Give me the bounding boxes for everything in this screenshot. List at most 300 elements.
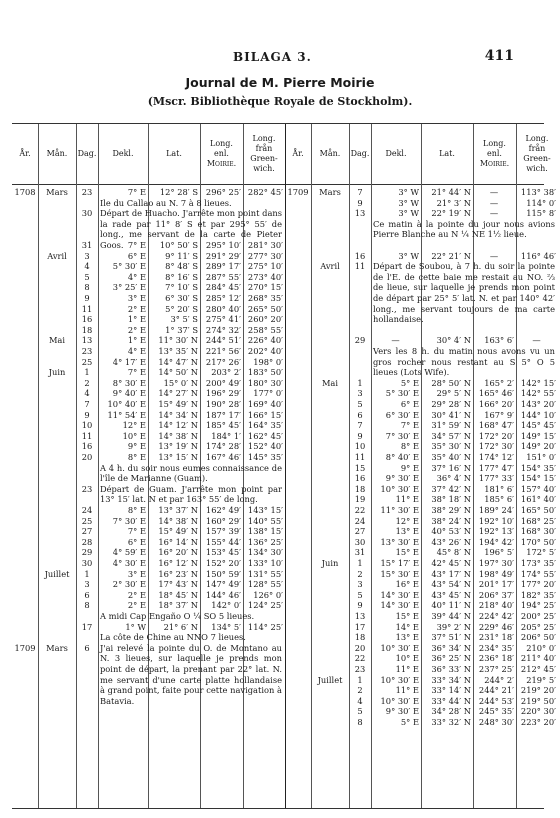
table-row	[285, 420, 558, 431]
table-row	[12, 558, 285, 569]
cell-lat: 34° 57′ N	[431, 430, 471, 441]
table-row	[12, 240, 285, 251]
table-row	[285, 399, 558, 410]
cell-le: 147° 49′	[205, 579, 241, 590]
cell-lg: 143° 20′	[520, 399, 556, 409]
cell-le: 157° 39′	[205, 526, 241, 537]
cell-lat: 14° 50′ N	[158, 367, 198, 378]
column-header-text: Lat.	[439, 149, 455, 158]
cell-le: 234° 35′	[478, 642, 514, 653]
cell-dag: 29	[354, 335, 366, 346]
cell-lg: 152° 40′	[247, 441, 283, 452]
cell-dekl: 8° E	[400, 441, 419, 452]
cell-note: J'ai relevé la pointe du O. de Montano au N. 3 lieues, sur laquelle je prends mon point de départ, la prenant par 22° lat. N. me servant d'une carte platte hollandaise à grand point, faite pour cette navigation à Batavia.	[100, 642, 282, 706]
column-header-dekl	[371, 124, 421, 184]
table-row	[12, 388, 285, 399]
cell-dekl: 6° E	[127, 250, 146, 261]
table-row	[12, 325, 285, 336]
cell-dekl: 7° E	[400, 420, 419, 431]
cell-dekl: 16° E	[395, 579, 419, 590]
cell-lg: 219° 50′	[520, 695, 556, 706]
cell-le: 168° 47′	[478, 420, 514, 431]
cell-dekl: 5° 30′ E	[112, 261, 146, 272]
cell-lat: 14° 47′ N	[158, 356, 198, 367]
cell-le: 200° 49′	[205, 377, 241, 388]
cell-lat: 37° 51′ N	[431, 632, 471, 643]
cell-dag: 22	[354, 505, 366, 515]
cell-lat: 39° 2′ N	[436, 621, 471, 632]
cell-le: 291° 29′	[205, 250, 241, 261]
table-row	[12, 187, 285, 198]
cell-ar: 1708	[14, 187, 36, 197]
cell-dag: 18	[81, 324, 93, 335]
table-row	[285, 664, 558, 675]
cell-lg: 151° 0′	[526, 452, 556, 462]
cell-man: Avril	[47, 250, 67, 261]
cell-lg: 154° 35′	[520, 462, 556, 473]
cell-lat: 45° 8′ N	[436, 547, 471, 558]
cell-dekl: 2° E	[127, 600, 146, 611]
cell-dekl: 5° E	[400, 717, 419, 727]
table-row	[12, 410, 285, 421]
cell-dag: 7	[357, 420, 363, 431]
cell-man: Mars	[46, 642, 68, 653]
cell-le: 296° 25′	[205, 187, 241, 197]
cell-dekl: 8° 40′ E	[385, 452, 419, 462]
cell-lat: 13° 15′ N	[158, 452, 198, 462]
cell-dekl: 15° E	[395, 611, 419, 621]
cell-lat: 16° 14′ N	[158, 536, 198, 547]
column-header-text: Long.	[525, 134, 549, 143]
cell-lg: 131° 55′	[247, 568, 283, 579]
cell-dag: 30	[81, 208, 93, 219]
column-header-lg	[516, 124, 558, 184]
cell-lg: 200° 25′	[520, 611, 556, 621]
cell-le: 244° 2′	[484, 674, 514, 685]
cell-dag: 18	[354, 632, 366, 643]
cell-lg: 260° 20′	[247, 314, 283, 325]
cell-dekl: 7° 30′ E	[385, 430, 419, 441]
cell-dag: 1	[357, 377, 363, 388]
table-row	[285, 463, 558, 474]
cell-lat: 33° 32′ N	[431, 717, 471, 727]
table-row	[285, 208, 558, 219]
cell-dag: 23	[81, 187, 93, 197]
cell-lg: —	[532, 335, 541, 346]
column-header-text: Dekl.	[385, 149, 407, 158]
running-title: BILAGA 3.	[233, 50, 312, 64]
cell-dekl: 11° E	[395, 664, 419, 674]
table-row	[12, 590, 285, 601]
cell-lg: 219° 20′	[520, 685, 556, 696]
table-row	[285, 378, 558, 389]
cell-dekl: 2° 30′ E	[112, 579, 146, 590]
cell-dag: 5	[357, 399, 363, 409]
cell-lg: 281° 30′	[247, 240, 283, 250]
cell-le: 150° 59′	[205, 568, 241, 579]
cell-dekl: 10° 30′ E	[380, 674, 419, 685]
cell-lat: 5° 20′ S	[165, 303, 198, 314]
cell-lat: 3° 5′ S	[170, 314, 198, 325]
cell-lat: 14° 38′ N	[158, 515, 198, 526]
cell-man: Juin	[48, 367, 66, 378]
cell-dag: 9	[84, 293, 90, 303]
table-row	[12, 367, 285, 378]
cell-dekl: 7° 30′ E	[112, 515, 146, 526]
table-row	[285, 632, 558, 643]
cell-dag: 4	[357, 695, 363, 706]
cell-le: 203° 2′	[211, 367, 241, 378]
cell-dag: 24	[354, 515, 366, 526]
cell-lat: 39° 44′ N	[431, 611, 471, 621]
column-header-le	[200, 124, 243, 184]
cell-dag: 28	[81, 536, 93, 547]
cell-dekl: 2° E	[127, 303, 146, 314]
cell-lg: 174° 55′	[520, 568, 556, 579]
table-row	[285, 261, 558, 272]
cell-le: 284° 45′	[205, 282, 241, 293]
cell-dekl: 6° 30′ E	[385, 409, 419, 420]
cell-dag: 4	[84, 261, 90, 272]
cell-man: Mai	[48, 335, 66, 346]
cell-lat: 30° 4′ N	[436, 335, 471, 346]
cell-lat: 22° 19′ N	[431, 208, 471, 219]
cell-dekl: 2° E	[127, 589, 146, 600]
cell-lg: 165° 50′	[520, 505, 556, 515]
table-row	[12, 643, 285, 654]
cell-dag: 5	[357, 589, 363, 600]
table-row	[12, 282, 285, 293]
table-row	[285, 494, 558, 505]
table-row	[12, 569, 285, 580]
cell-le: 153° 45′	[205, 547, 241, 558]
cell-dag: 16	[354, 250, 366, 261]
cell-le: 187° 17′	[205, 409, 241, 420]
cell-dekl: 10° 40′ E	[107, 399, 146, 409]
table-row	[285, 219, 558, 230]
cell-le: —	[489, 197, 499, 208]
cell-dekl: 15° 17′ E	[380, 558, 419, 568]
cell-lat: 38° 18′ N	[431, 494, 471, 505]
cell-dekl: 9° 30′ E	[385, 706, 419, 717]
cell-dag: 11	[354, 261, 366, 272]
cell-note: Départ de Soubou, à 7 h. du soir la pointe de l'E. de cette baie me restait au NO. ⅔ de lieue, sur laquelle je prends mon point de départ par 25° 5′ lat. N. et par 140° 42′ long., me servant toujours de ma carte hollandaise.	[373, 261, 555, 325]
table-row	[12, 261, 285, 272]
cell-le: —	[489, 208, 499, 219]
cell-le: 167° 46′	[205, 452, 241, 462]
column-header-text: från	[255, 144, 273, 153]
cell-dag: 22	[354, 653, 366, 664]
page-subtitle: (Mscr. Bibliothèque Royale de Stockholm).	[147, 95, 413, 108]
cell-lg: 144° 10′	[520, 409, 556, 420]
cell-lat: 14° 12′ N	[158, 420, 198, 431]
cell-le: 185° 45′	[205, 420, 241, 431]
cell-le: 184° 1′	[211, 430, 241, 441]
column-header-dag	[349, 124, 371, 184]
cell-dekl: 3° W	[398, 187, 419, 197]
cell-le: 206° 37′	[478, 589, 514, 600]
table-row	[285, 717, 558, 728]
table-row	[12, 632, 285, 643]
cell-lg: 113° 38′	[520, 187, 556, 197]
cell-lg: 134° 30′	[247, 547, 283, 558]
cell-lg: 277° 30′	[247, 250, 283, 261]
cell-le: 185° 6′	[484, 494, 514, 505]
cell-lat: 9° 11′ S	[165, 250, 198, 261]
column-header-text: Mån.	[46, 149, 68, 158]
cell-lg: 138° 15′	[247, 526, 283, 537]
cell-le: 244° 51′	[205, 335, 241, 346]
cell-le: 144° 46′	[205, 589, 241, 600]
cell-lat: 29° 28′ N	[431, 399, 471, 409]
cell-dag: 13	[354, 611, 366, 621]
cell-dekl: 7° E	[127, 526, 146, 537]
cell-le: 177° 47′	[478, 462, 514, 473]
cell-note: Départ de Guam. J'arrête mon point par 13° 15′ lat. N et par 163° 55′ de long.	[100, 483, 282, 505]
cell-lg: 177° 20′	[520, 579, 556, 590]
cell-dag: 11	[354, 452, 366, 462]
cell-lg: 162° 45′	[247, 430, 283, 441]
cell-lg: 143° 15′	[247, 505, 283, 515]
column-header-text: från	[528, 144, 546, 153]
cell-lat: 11° 30′ N	[158, 335, 198, 346]
cell-dag: 25	[81, 515, 93, 526]
table-row	[12, 314, 285, 325]
cell-dekl: 11° 30′ E	[380, 505, 419, 515]
cell-dag: 1	[84, 367, 90, 378]
cell-man: Juin	[321, 558, 339, 568]
cell-lat: 15° 49′ N	[158, 526, 198, 537]
cell-lg: 282° 45′	[247, 187, 283, 197]
column-header-man	[38, 124, 76, 184]
cell-dekl: 13° E	[395, 632, 419, 643]
cell-dekl: 15° E	[395, 547, 419, 558]
table-row	[285, 579, 558, 590]
cell-le: 237° 25′	[478, 664, 514, 674]
cell-lg: 124° 25′	[247, 600, 283, 611]
table-row	[285, 441, 558, 452]
cell-le: 174° 28′	[205, 441, 241, 452]
table-row	[12, 399, 285, 410]
cell-dag: 8	[84, 282, 90, 293]
cell-le: 162° 49′	[205, 505, 241, 515]
table-row	[12, 622, 285, 633]
cell-lat: 40° 11′ N	[431, 600, 471, 611]
cell-lat: 36° 4′ N	[436, 473, 471, 484]
cell-dekl: 8° E	[127, 505, 146, 515]
cell-dag: 6	[84, 589, 90, 600]
cell-dag: 6	[357, 409, 363, 420]
cell-lat: 14° 27′ N	[158, 388, 198, 399]
cell-lg: 275° 10′	[247, 261, 283, 272]
cell-le: 280° 40′	[205, 303, 241, 314]
cell-le: 275° 41′	[205, 314, 241, 325]
cell-le: 231° 18′	[478, 632, 514, 643]
table-row	[285, 611, 558, 622]
cell-lg: 145° 45′	[520, 420, 556, 431]
cell-le: 244° 53′	[478, 695, 514, 706]
cell-lg: 219° 5′	[526, 674, 556, 685]
cell-le: 198° 49′	[478, 568, 514, 579]
column-header-text: År.	[19, 149, 31, 158]
cell-dag: 16	[81, 441, 93, 452]
column-header-text: enl.	[486, 149, 502, 158]
cell-lat: 33° 34′ N	[431, 674, 471, 685]
cell-man: Mars	[46, 187, 68, 197]
cell-le: 285° 12′	[205, 293, 241, 303]
cell-dekl: 9° E	[127, 441, 146, 452]
cell-dekl: 10° 30′ E	[380, 642, 419, 653]
table-row	[285, 335, 558, 346]
cell-lat: 38° 29′ N	[431, 505, 471, 515]
cell-lat: 13° 37′ N	[158, 505, 198, 515]
column-header-text: Lat.	[166, 149, 182, 158]
table-row	[285, 685, 558, 696]
cell-lg: 145° 35′	[247, 452, 283, 462]
column-header-lg	[243, 124, 285, 184]
cell-dag: 7	[84, 399, 90, 409]
cell-le: 165° 46′	[478, 388, 514, 399]
column-header-text: Dag.	[77, 149, 97, 158]
cell-lat: 6° 30′ S	[165, 293, 198, 303]
cell-lg: 265° 50′	[247, 303, 283, 314]
cell-dekl: 3° E	[127, 568, 146, 579]
cell-dag: 9	[357, 197, 363, 208]
cell-lat: 16° 23′ N	[158, 568, 198, 579]
cell-dag: 1	[357, 558, 363, 568]
cell-le: 295° 10′	[205, 240, 241, 250]
cell-dag: 29	[81, 547, 93, 558]
table-row	[12, 611, 285, 622]
cell-dekl: 10° E	[395, 653, 419, 664]
table-row	[285, 484, 558, 495]
cell-lg: 115° 8′	[526, 208, 556, 219]
cell-dag: 19	[354, 494, 366, 505]
journal-table	[12, 123, 556, 809]
cell-dag: 11	[81, 303, 93, 314]
cell-le: 217° 26′	[205, 356, 241, 367]
cell-lg: 211° 40′	[520, 653, 556, 664]
cell-dekl: 7° E	[127, 240, 146, 250]
table-row	[12, 600, 285, 611]
table-row	[12, 484, 285, 495]
cell-le: 152° 20′	[205, 558, 241, 568]
cell-dekl: 11° E	[395, 685, 419, 696]
table-row	[12, 293, 285, 304]
table-row	[285, 653, 558, 664]
cell-lat: 10° 50′ S	[159, 240, 198, 250]
cell-dag: 23	[354, 664, 366, 674]
column-header-le	[473, 124, 516, 184]
cell-lg: 194° 25′	[520, 600, 556, 611]
cell-lg: 270° 15′	[247, 282, 283, 293]
cell-lg: 157° 40′	[520, 483, 556, 494]
cell-dag: 10	[81, 420, 93, 431]
cell-dag: 4	[84, 388, 90, 399]
cell-dekl: 9° E	[400, 462, 419, 473]
table-row	[285, 516, 558, 527]
column-header-ar	[12, 124, 38, 184]
cell-le: 190° 28′	[205, 399, 241, 409]
cell-lat: 16° 12′ N	[158, 558, 198, 568]
cell-dag: 2	[84, 377, 90, 388]
cell-dag: 15	[354, 462, 366, 473]
cell-lat: 28° 50′ N	[431, 377, 471, 388]
cell-dekl: 12° E	[122, 420, 146, 431]
column-header-text: Green-	[250, 154, 278, 163]
cell-lg: 205° 25′	[520, 621, 556, 632]
cell-le: —	[489, 187, 499, 197]
cell-lg: 206° 50′	[520, 632, 556, 643]
cell-dekl: 10° 30′ E	[380, 483, 419, 494]
cell-dekl: 11° 54′ E	[107, 409, 146, 420]
cell-lat: 22° 21′ N	[431, 250, 471, 261]
cell-lat: 1° 37′ S	[165, 324, 198, 335]
cell-dekl: 2° E	[127, 324, 146, 335]
cell-lat: 43° 26′ N	[431, 536, 471, 547]
cell-lg: 268° 35′	[247, 293, 283, 303]
table-row	[12, 526, 285, 537]
cell-man: Juillet	[44, 568, 70, 579]
cell-lg: 172° 5′	[526, 547, 556, 558]
cell-lg: 169° 40′	[247, 399, 283, 409]
cell-lat: 7° 10′ S	[165, 282, 198, 293]
cell-lat: 43° 45′ N	[431, 589, 471, 600]
cell-lat: 16° 20′ N	[158, 547, 198, 558]
table-row	[285, 187, 558, 198]
column-header-text: Dekl.	[112, 149, 134, 158]
cell-dag: 30	[354, 536, 366, 547]
cell-dag: 6	[84, 642, 90, 653]
cell-dag: 13	[81, 335, 93, 346]
cell-dekl: 3° W	[398, 250, 419, 261]
cell-dekl: 5° 30′ E	[385, 388, 419, 399]
cell-lg: 210° 0′	[526, 642, 556, 653]
cell-dekl: 3° W	[398, 208, 419, 219]
cell-le: 177° 33′	[478, 473, 514, 484]
cell-lg: 114° 0′	[526, 197, 556, 208]
cell-le: 167° 9′	[484, 409, 514, 420]
cell-lg: 183° 50′	[247, 367, 283, 378]
cell-lg: 154° 15′	[520, 473, 556, 484]
column-header-text: Moirie.	[206, 159, 237, 168]
cell-lat: 34° 28′ N	[431, 706, 471, 717]
cell-lat: 36° 25′ N	[431, 653, 471, 664]
cell-lg: 126° 0′	[253, 589, 283, 600]
cell-lg: 170° 50′	[520, 536, 556, 547]
cell-lat: 29° 5′ N	[436, 388, 471, 399]
table-row	[12, 346, 285, 357]
cell-dekl: 3° W	[398, 197, 419, 208]
cell-lg: 128° 55′	[247, 579, 283, 590]
table-row	[285, 526, 558, 537]
cell-dekl: 5° E	[400, 377, 419, 388]
cell-le: 134° 5′	[211, 621, 241, 632]
cell-dag: 23	[81, 346, 93, 356]
cell-lat: 37° 42′ N	[431, 483, 471, 494]
cell-note: Ile du Callao au N. 7 à 8 lieues.	[100, 197, 232, 208]
cell-note: Ce matin à la pointe du jour nous avions Pierre Blanche au N ¼ NE 1½ lieue.	[373, 218, 555, 240]
column-header-ar	[285, 124, 311, 184]
cell-lat: 17° 43′ N	[158, 579, 198, 590]
table-row	[12, 208, 285, 219]
cell-lg: 173° 35′	[520, 558, 556, 568]
cell-dekl: 1° W	[125, 621, 146, 632]
cell-dekl: 4° E	[127, 271, 146, 282]
cell-dekl: 1° E	[127, 335, 146, 346]
header-rule	[12, 184, 544, 185]
cell-dag: 20	[354, 642, 366, 653]
